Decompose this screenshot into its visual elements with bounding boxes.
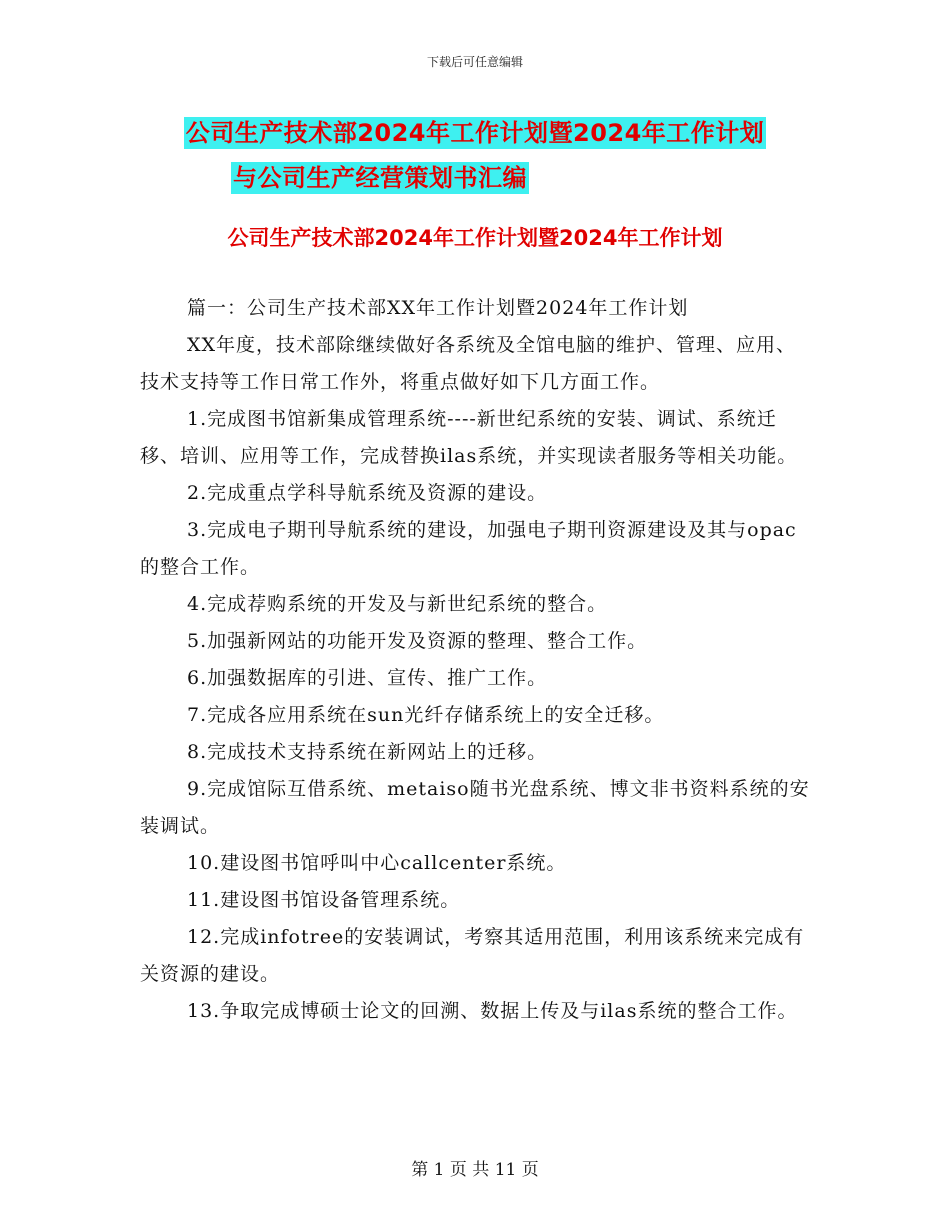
paragraph: 8.完成技术支持系统在新网站上的迁移。 [187, 741, 548, 763]
section-title: 公司生产技术部2024年工作计划暨2024年工作计划 [227, 226, 723, 250]
paragraph: 6.加强数据库的引进、宣传、推广工作。 [187, 667, 548, 689]
paragraph: 12.完成infotree的安装调试，考察其适用范围，利用该系统来完成有关资源的建设。 [140, 926, 805, 985]
paragraph: 篇一：公司生产技术部XX年工作计划暨2024年工作计划 [187, 297, 689, 319]
paragraph: 3.完成电子期刊导航系统的建设，加强电子期刊资源建设及其与opac的整合工作。 [140, 519, 797, 578]
paragraph: 4.完成荐购系统的开发及与新世纪系统的整合。 [187, 593, 608, 615]
main-title-line-2 [0, 158, 855, 193]
paragraph: 10.建设图书馆呼叫中心callcenter系统。 [187, 852, 567, 874]
page-footer: 第 1 页 共 11 页 [411, 1160, 539, 1180]
paragraph: 11.建设图书馆设备管理系统。 [187, 889, 461, 911]
paragraph: 5.加强新网站的功能开发及资源的整理、整合工作。 [187, 630, 648, 652]
paragraph: 2.完成重点学科导航系统及资源的建设。 [187, 482, 548, 504]
main-title-line-2-text: 与公司生产经营策划书汇编 [233, 164, 527, 192]
main-title-line-1-text: 公司生产技术部2024年工作计划暨2024年工作计划 [185, 119, 765, 147]
paragraph: 1.完成图书馆新集成管理系统----新世纪系统的安装、调试、系统迁移、培训、应用等工作，完成替换ilas系统，并实现读者服务等相关功能。 [140, 408, 798, 467]
document-body [140, 290, 812, 1030]
paragraph: 13.争取完成博硕士论文的回溯、数据上传及与ilas系统的整合工作。 [187, 1000, 798, 1022]
paragraph: 7.完成各应用系统在sun光纤存储系统上的安全迁移。 [187, 704, 665, 726]
main-title-line-1 [0, 113, 950, 148]
paragraph: 9.完成馆际互借系统、metaiso随书光盘系统、博文非书资料系统的安装调试。 [140, 778, 810, 837]
header-note: 下载后可任意编辑 [426, 55, 523, 69]
paragraph: XX年度，技术部除继续做好各系统及全馆电脑的维护、管理、应用、技术支持等工作日常工作外，将重点做好如下几方面工作。 [140, 334, 797, 393]
